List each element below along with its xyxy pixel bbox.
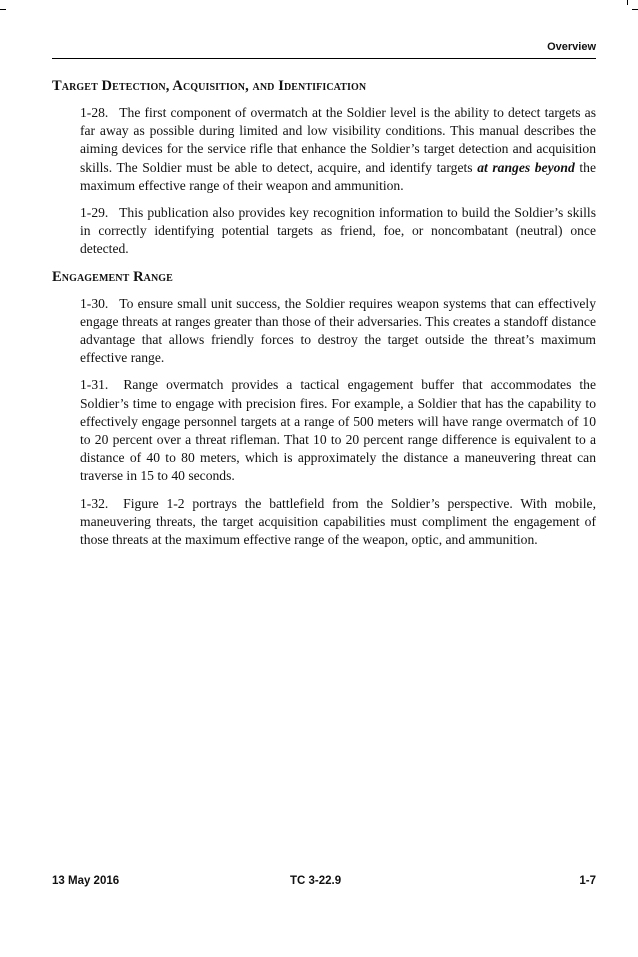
crop-mark-top-right-vertical <box>627 0 628 5</box>
paragraph-1-32 <box>80 495 596 550</box>
page-body <box>52 78 596 559</box>
paragraph-text: The first component of overmatch at the Soldier level is the ability to detect targets as far away as possible during limited and low visibility conditions. This manual describes the aiming devices for the service rifle that enhance the Soldier’s target detection and acquisition skills. The Soldier must be able to detect, acquire, and identify targets <box>80 105 597 175</box>
paragraph-text: Figure 1-2 portrays the battlefield from the Soldier’s perspective. With mobile, maneuvering threats, the target acquisition capabilities must compliment the engagement of those threats at the maximum effective range of the weapon, optic, and ammunition. <box>80 495 596 548</box>
section-engagement-range <box>52 269 596 550</box>
paragraph-number: 1-30. <box>80 295 109 311</box>
paragraph-text: Range overmatch provides a tactical engagement buffer that accommodates the Soldier’s time to engage with precision fires. For example, a Soldier that has the capability to effectively engage personnel targets at a range of 500 meters will have range overmatch of 10 to 20 percent over a threat rifleman. That 10 to 20 percent range difference is equivalent to a distance of 40 to 80 meters, which is approximately the distance a maneuvering threat can traverse in 15 to 40 seconds. <box>80 377 596 484</box>
section-heading: Engagement Range <box>52 268 173 285</box>
paragraph-text: To ensure small unit success, the Soldier requires weapon systems that can effectively engage threats at ranges greater than those of their adversaries. This creates a standoff distance advantage that allows friendly forces to destroy the target outside the threat’s maximum effective range. <box>80 295 596 366</box>
paragraph-text: This publication also provides key recognition information to build the Soldier’s skills in correctly identifying potential targets as friend, foe, or noncombatant (neutral) once detected. <box>80 205 596 257</box>
paragraph-1-28 <box>80 104 596 195</box>
footer-page-number: 1-7 <box>579 875 596 887</box>
page-footer <box>52 875 596 891</box>
crop-mark-top-left <box>0 9 6 10</box>
paragraph-text-continued: the maximum effective range of their weapon and ammunition. <box>80 159 596 193</box>
header-rule <box>52 58 596 59</box>
emphasized-phrase: at ranges beyond <box>477 159 575 175</box>
paragraph-number: 1-28. <box>80 105 109 120</box>
section-heading: Target Detection, Acquisition, and Identification <box>52 78 367 94</box>
paragraph-1-29 <box>80 204 596 259</box>
crop-mark-top-right <box>632 9 638 10</box>
running-header: Overview <box>547 41 596 53</box>
section-target-detection <box>52 78 596 259</box>
paragraph-1-30 <box>80 295 596 368</box>
paragraph-1-31 <box>80 376 596 485</box>
paragraph-number: 1-29. <box>80 205 109 221</box>
paragraph-number: 1-32. <box>80 495 109 511</box>
footer-date: 13 May 2016 <box>52 875 120 887</box>
paragraph-number: 1-31. <box>80 377 109 393</box>
footer-publication: TC 3-22.9 <box>290 875 342 887</box>
